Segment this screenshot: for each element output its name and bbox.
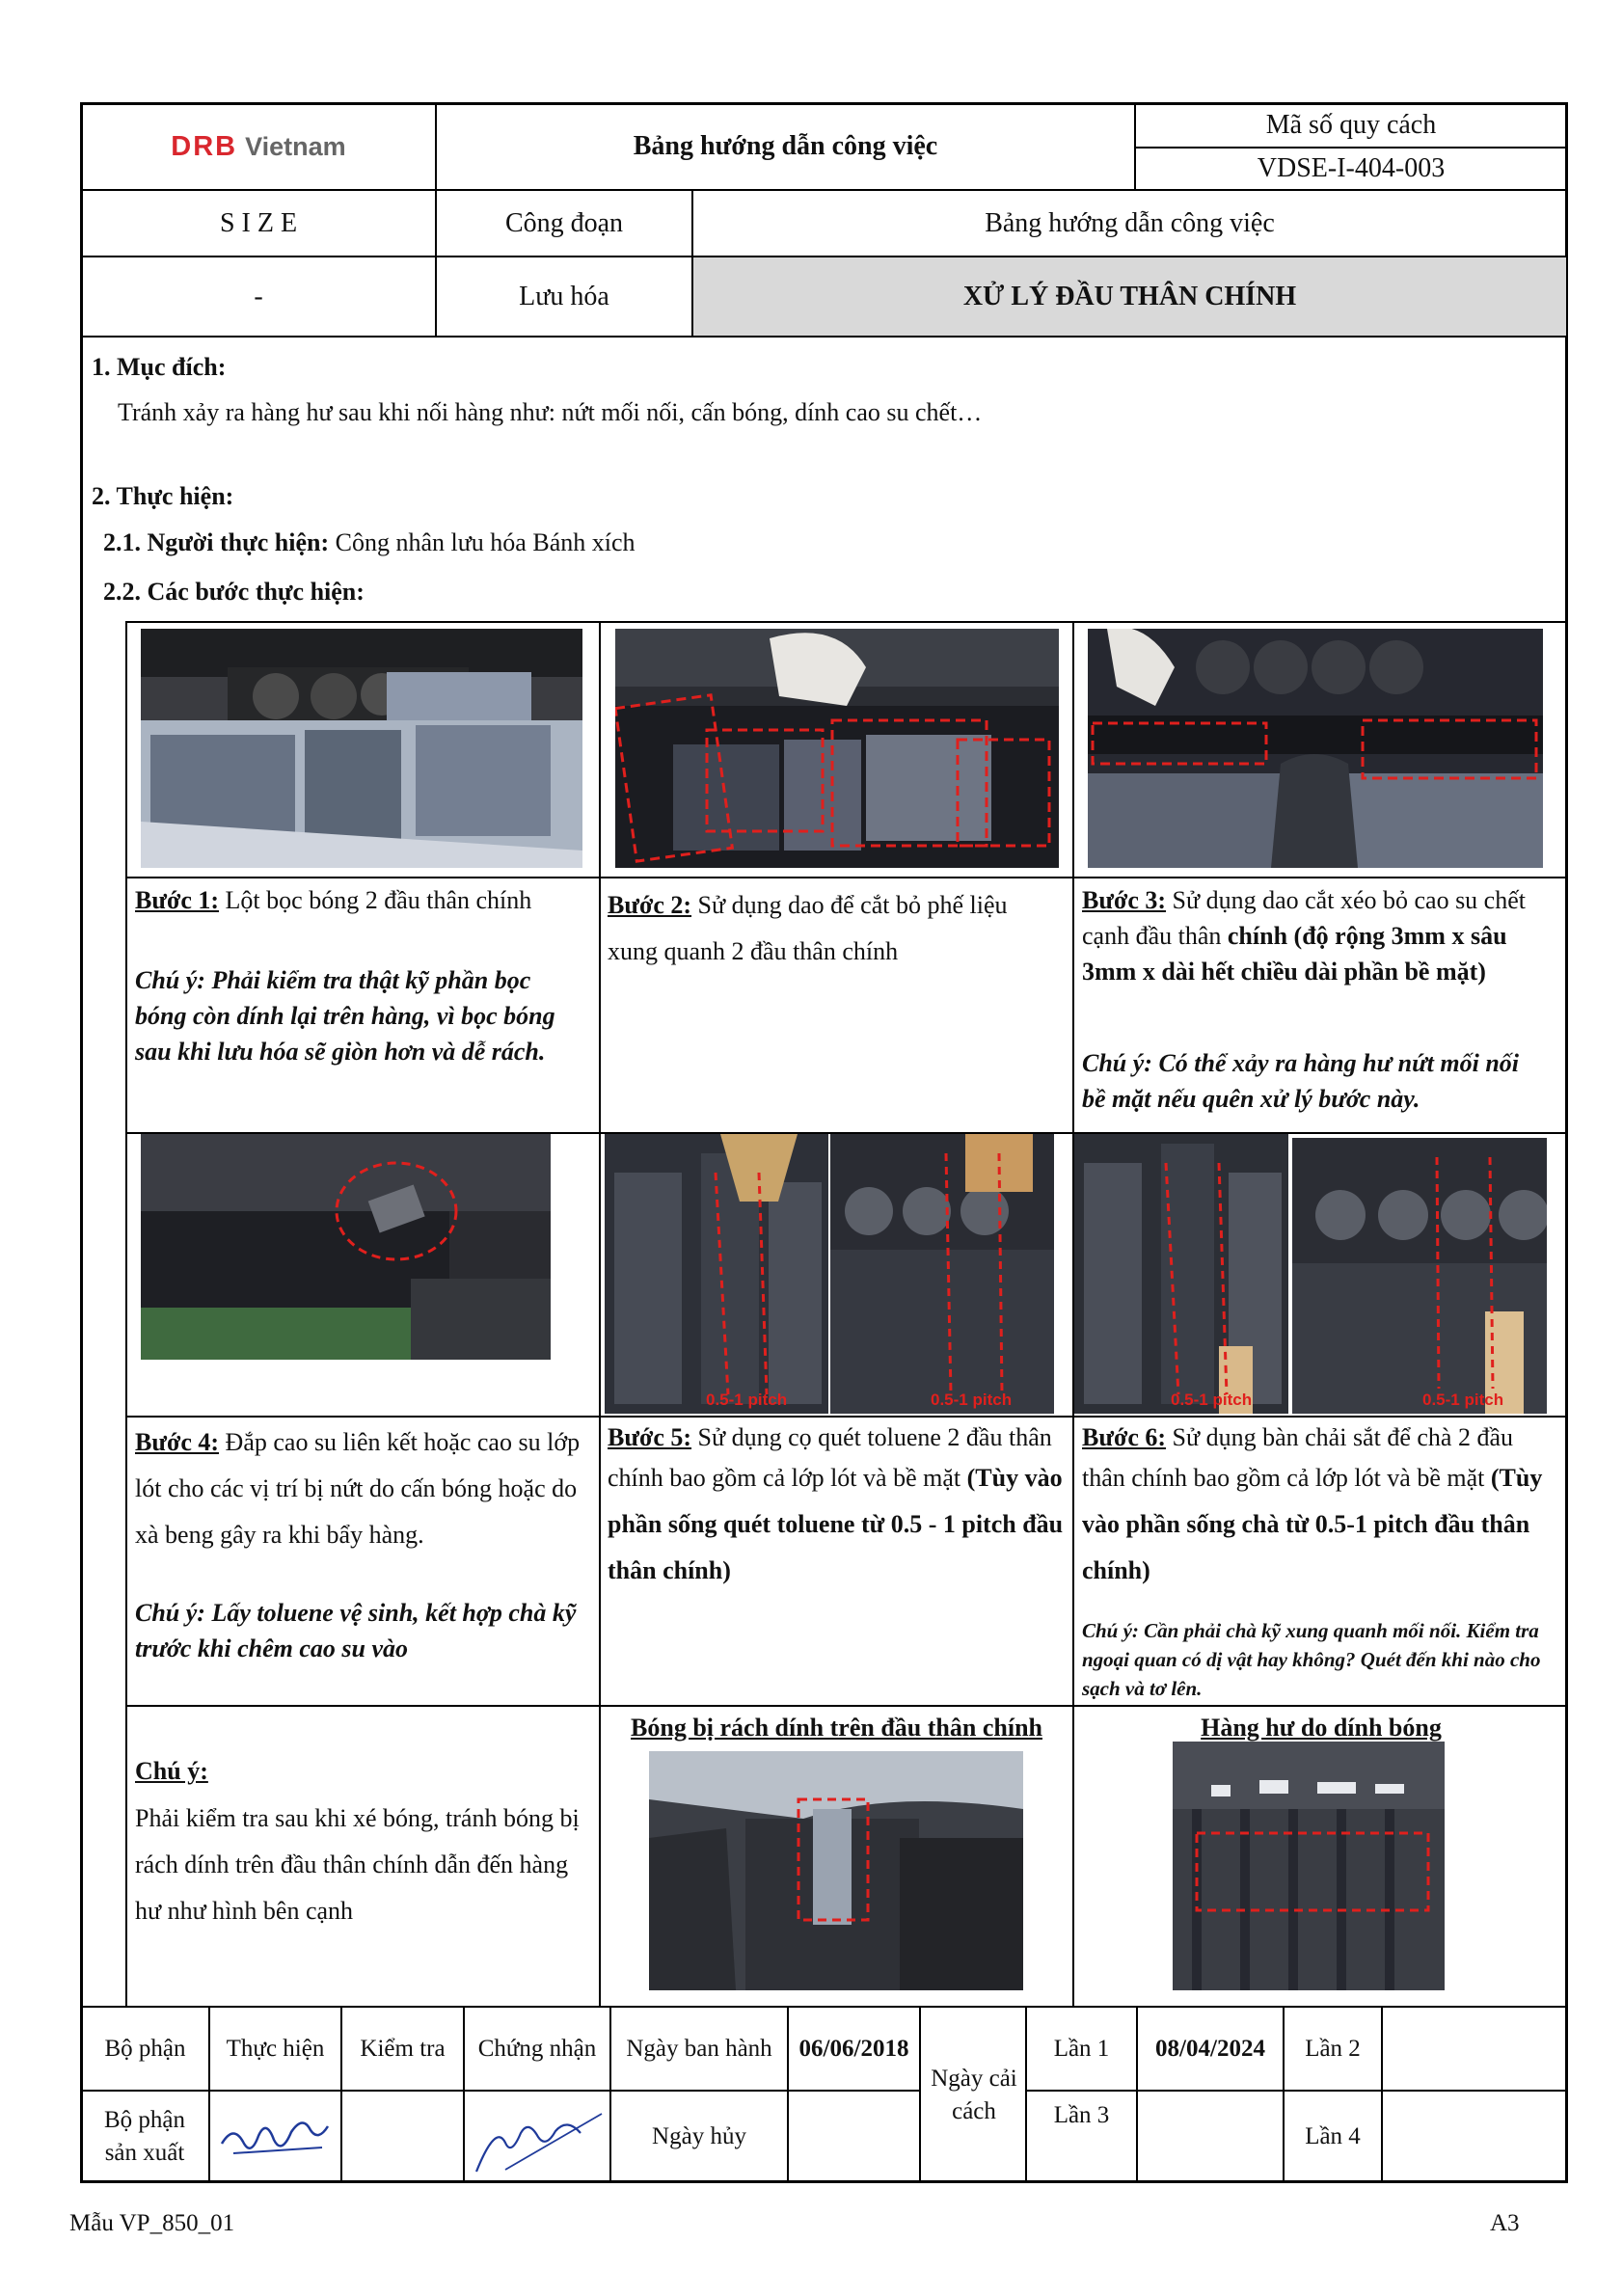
step4-note: Chú ý: Lấy toluene vệ sinh, kết hợp chà kỹ trước khi chêm cao su vào xyxy=(135,1599,577,1662)
certify-signature xyxy=(467,2094,608,2179)
rule xyxy=(80,2090,919,2092)
footer-rev2-value xyxy=(1383,2008,1566,2090)
rule xyxy=(125,621,127,2006)
footer-rev1-label: Lần 1 xyxy=(1053,2035,1110,2062)
rule xyxy=(919,2006,921,2183)
step6-pitch-b: 0.5-1 pitch xyxy=(1422,1391,1504,1409)
step3-label: Bước 3: xyxy=(1082,886,1167,914)
step5-photo-b xyxy=(830,1134,1054,1414)
rule xyxy=(80,336,1568,338)
step3-photo xyxy=(1088,629,1543,868)
caption-defect: Hàng hư do dính bóng xyxy=(1201,1714,1442,1742)
step5-description: Bước 5: Sử dụng cọ quét toluene 2 đầu thân chính bao gồm cả lớp lót và bề mặt (Tùy vào phần sống quét toluene từ 0.5 - 1 pitch đầu thân chính) xyxy=(608,1423,1064,1584)
process-value: Lưu hóa xyxy=(519,281,609,311)
footer-issue-label: Ngày ban hành xyxy=(626,2035,772,2062)
step1-photo xyxy=(141,629,582,868)
code-label: Mã số quy cách xyxy=(1265,110,1437,140)
step6-note: Chú ý: Cần phải chà kỹ xung quanh mối nối. Kiểm tra ngoại quan có dị vật hay không? Quét đến khi nào cho sạch và tơ lên. xyxy=(1082,1619,1541,1700)
footer-rev3-label: Lần 3 xyxy=(1053,2102,1110,2128)
footer-issue-date: 06/06/2018 xyxy=(798,2035,909,2062)
step4-label: Bước 4: xyxy=(135,1428,220,1456)
size-label: S I Z E xyxy=(219,207,298,238)
step6-label: Bước 6: xyxy=(1082,1423,1167,1451)
doc-title: Bảng hướng dẫn công việc xyxy=(633,131,938,161)
step6-description: Bước 6: Sử dụng bàn chải sắt để chà 2 đầu thân chính bao gồm cả lớp lót và bề mặt (Tùy vào phần sống chà từ 0.5-1 pitch đầu thân chính) xyxy=(1082,1423,1543,1584)
step5-photo-a xyxy=(605,1134,828,1414)
step3-description: Bước 3: Sử dụng dao cắt xéo bỏ cao su chết cạnh đầu thân chính (độ rộng 3mm x sâu 3mm x dài hết chiều dài phần bề mặt) xyxy=(1082,886,1526,986)
step5-pitch-b: 0.5-1 pitch xyxy=(931,1391,1013,1409)
form-code: Mẫu VP_850_01 xyxy=(69,2210,235,2236)
task-title: XỬ LÝ ĐẦU THÂN CHÍNH xyxy=(693,257,1566,336)
step6-photo-a xyxy=(1074,1134,1288,1414)
performer-value: Công nhân lưu hóa Bánh xích xyxy=(329,528,636,556)
paper-size: A3 xyxy=(1490,2210,1520,2236)
footer-dept-label: Bộ phận xyxy=(104,2035,186,2062)
step4-description: Bước 4: Đắp cao su liên kết hoặc cao su lớp lót cho các vị trí bị nứt do cấn bóng hoặc do xà beng gây ra khi bẩy hàng. xyxy=(135,1428,581,1549)
footer-check-label: Kiểm tra xyxy=(360,2035,446,2062)
purpose-heading: 1. Mục đích: xyxy=(92,353,227,381)
footer-prod-dept: Bộ phận sản xuất xyxy=(103,2106,186,2166)
step1-label: Bước 1: xyxy=(135,886,220,914)
rule xyxy=(125,1416,1568,1418)
step6-pitch-a: 0.5-1 pitch xyxy=(1171,1391,1253,1409)
defect-photo xyxy=(1173,1742,1445,1990)
footer-rev2-label: Lần 2 xyxy=(1305,2035,1361,2062)
footer-revise-label: Ngày cải cách xyxy=(931,2066,1017,2124)
rule xyxy=(125,621,1568,623)
step5-label: Bước 5: xyxy=(608,1423,692,1451)
company-logo: DRB Vietnam xyxy=(171,130,346,162)
code-value: VDSE-I-404-003 xyxy=(1257,153,1446,183)
step6-photo-b xyxy=(1292,1138,1547,1414)
rule xyxy=(599,621,601,2006)
torn-bag-photo xyxy=(649,1751,1023,1990)
execution-heading: 2. Thực hiện: xyxy=(92,482,234,510)
size-value: - xyxy=(254,281,263,311)
caution-heading: Chú ý: xyxy=(135,1757,208,1785)
step1-description: Bước 1: Lột bọc bóng 2 đầu thân chính xyxy=(135,886,532,914)
footer-rev4-label: Lần 4 xyxy=(1305,2122,1361,2149)
steps-heading: 2.2. Các bước thực hiện: xyxy=(103,578,365,606)
footer-certify-label: Chứng nhận xyxy=(477,2035,597,2062)
perform-signature xyxy=(214,2097,335,2174)
step5-pitch-a: 0.5-1 pitch xyxy=(706,1391,788,1409)
step2-description: Bước 2: Sử dụng dao để cắt bỏ phế liệu xung quanh 2 đầu thân chính xyxy=(608,891,1008,965)
guide-label: Bảng hướng dẫn công việc xyxy=(985,207,1275,238)
step3-note: Chú ý: Có thể xảy ra hàng hư nứt mối nối bề mặt nếu quên xử lý bước này. xyxy=(1082,1049,1520,1113)
caption-torn-bag: Bóng bị rách dính trên đầu thân chính xyxy=(631,1714,1042,1742)
performer-line xyxy=(103,528,636,557)
performer-label: 2.1. Người thực hiện: xyxy=(103,528,330,556)
process-label: Công đoạn xyxy=(504,207,624,238)
rule xyxy=(125,1705,1568,1707)
step4-photo xyxy=(141,1134,551,1360)
step1-note: Chú ý: Phải kiểm tra thật kỹ phần bọc bóng còn dính lại trên hàng, vì bọc bóng sau khi lưu hóa sẽ giòn hơn và dễ rách. xyxy=(135,966,555,1066)
step2-photo xyxy=(615,629,1059,868)
purpose-text: Tránh xảy ra hàng hư sau khi nối hàng như: nứt mối nối, cấn bóng, dính cao su chết… xyxy=(118,398,983,426)
rule xyxy=(125,877,1568,878)
caution-text: Phải kiểm tra sau khi xé bóng, tránh bóng bị rách dính trên đầu thân chính dẫn đến hàng hư như hình bên cạnh xyxy=(135,1804,580,1925)
step2-label: Bước 2: xyxy=(608,891,692,919)
footer-cancel-label: Ngày hủy xyxy=(652,2122,746,2149)
footer-rev1-date: 08/04/2024 xyxy=(1155,2035,1265,2062)
footer-perform-label: Thực hiện xyxy=(226,2035,325,2062)
